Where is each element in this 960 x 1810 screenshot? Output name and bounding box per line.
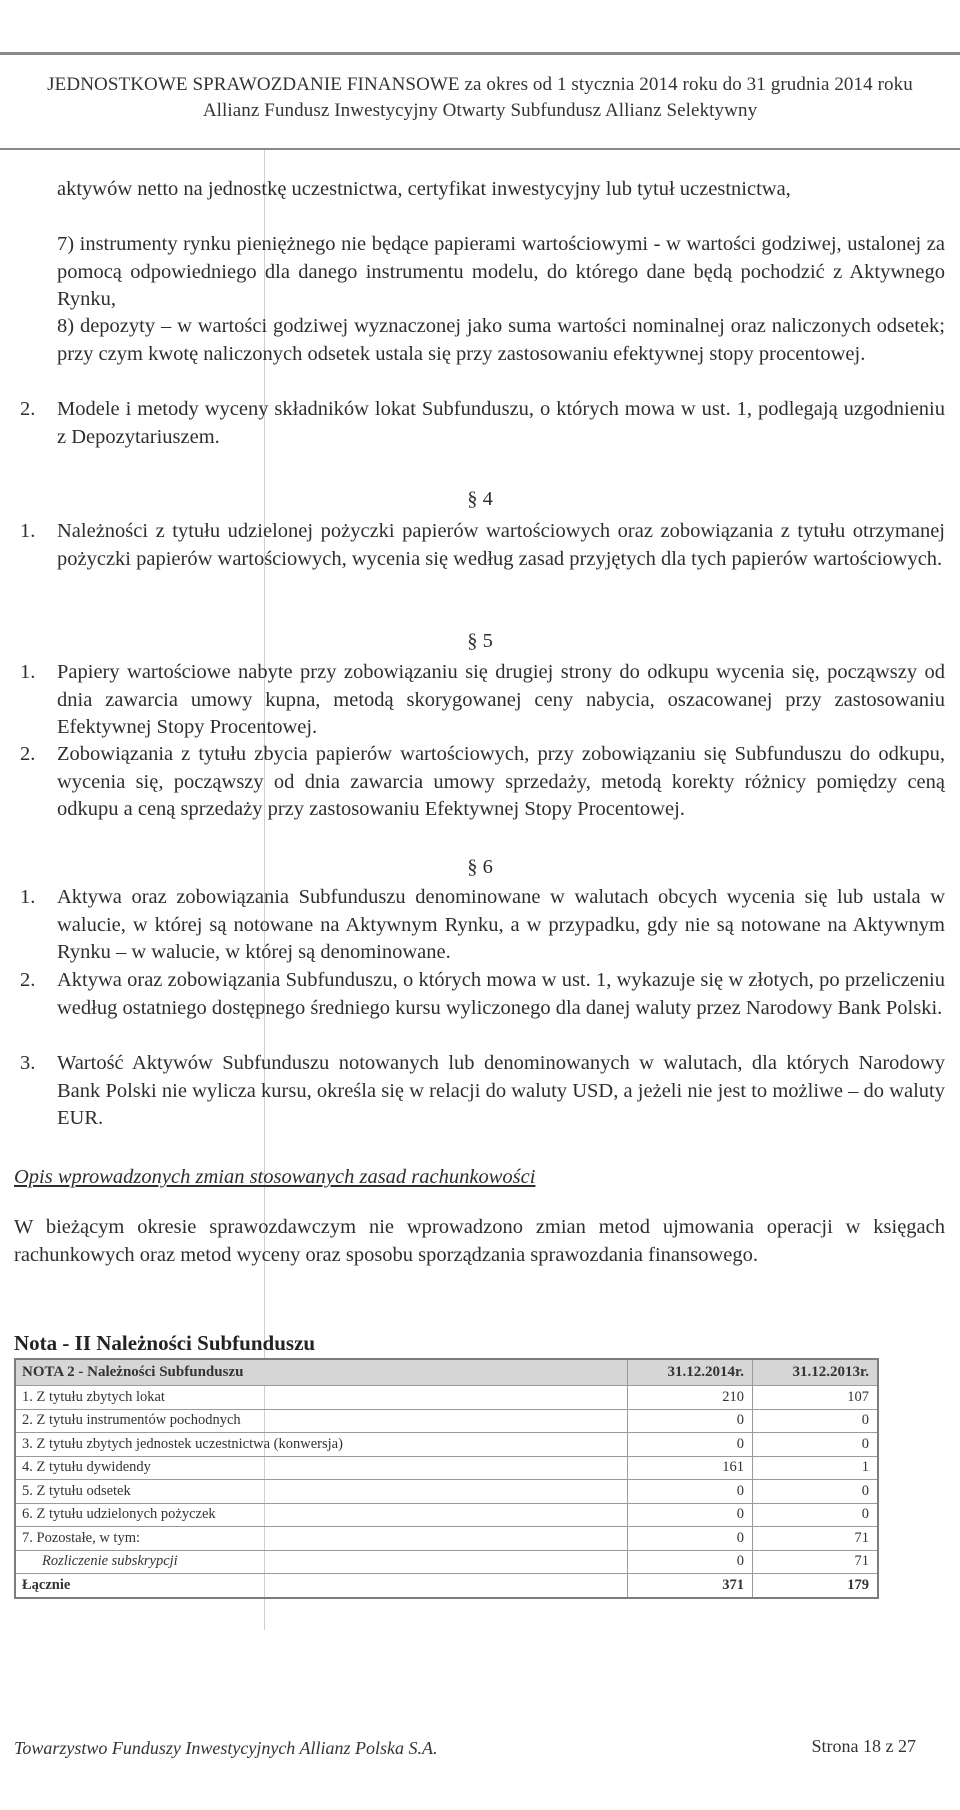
cell-value: 371 <box>628 1574 753 1598</box>
row-label: 6. Z tytułu udzielonych pożyczek <box>15 1503 628 1527</box>
table-row <box>15 1386 878 1410</box>
row-label: 5. Z tytułu odsetek <box>15 1480 628 1504</box>
section-5-paragraph-2: Zobowiązania z tytułu zbycia papierów wartościowych, przy zobowiązaniu się Subfunduszu do odkupu, wycenia się, począwszy od dnia zawarcia umowy sprzedaży, metodą korekty różnicy pomiędzy ceną odkupu a ceną sprzedaży przy zastosowaniu Efektywnej Stopy Procentowej. <box>57 743 945 820</box>
list-item-7: 7) instrumenty rynku pieniężnego nie będące papierami wartościowymi - w wartości godziwej, ustalonej za pomocą odpowiedniego dla danego instrumentu modelu, do którego dane będą pochodzić z Aktywnego Rynku, <box>57 233 945 310</box>
note-title: Nota - II Należności Subfunduszu <box>14 1331 316 1355</box>
paragraph-number: 2. <box>20 969 36 991</box>
receivables-table <box>14 1358 879 1599</box>
table-row <box>15 1503 878 1527</box>
section-6-paragraph-1: Aktywa oraz zobowiązania Subfunduszu denominowane w walutach obcych wycenia się lub ustala w walucie, w której są notowane na Aktywnym Rynku, a w przypadku, gdy nie są notowane na Aktywnym Rynku – w walucie, w której są denominowane. <box>57 886 945 963</box>
column-header: 31.12.2014r. <box>628 1359 753 1386</box>
paragraph-continuation: aktywów netto na jednostkę uczestnictwa, certyfikat inwestycyjny lub tytuł uczestnictwa, <box>57 178 791 200</box>
header-subtitle: Allianz Fundusz Inwestycyjny Otwarty Subfundusz Allianz Selektywny <box>202 100 758 121</box>
section-4-paragraph-1: Należności z tytułu udzielonej pożyczki papierów wartościowych oraz zobowiązania z tytułu otrzymanej pożyczki papierów wartościowych, wycenia się według zasad przyjętych dla tych papierów wartościowych. <box>57 520 945 570</box>
paragraph-number: 2. <box>20 743 36 765</box>
cell-value: 0 <box>753 1503 878 1527</box>
column-header: NOTA 2 - Należności Subfunduszu <box>15 1359 628 1386</box>
cell-value: 0 <box>628 1480 753 1504</box>
table-row <box>15 1456 878 1480</box>
cell-value: 0 <box>628 1550 753 1574</box>
paragraph-number: 3. <box>20 1052 36 1074</box>
cell-value: 107 <box>753 1386 878 1410</box>
column-header: 31.12.2013r. <box>753 1359 878 1386</box>
cell-value: 179 <box>753 1574 878 1598</box>
paragraph-number: 2. <box>20 398 36 420</box>
cell-value: 0 <box>628 1433 753 1457</box>
cell-value: 0 <box>753 1409 878 1433</box>
table-row <box>15 1550 878 1574</box>
row-label: 1. Z tytułu zbytych lokat <box>15 1386 628 1410</box>
cell-value: 0 <box>753 1433 878 1457</box>
header-bottom-rule <box>0 148 960 150</box>
row-label: 2. Z tytułu instrumentów pochodnych <box>15 1409 628 1433</box>
cell-value: 0 <box>753 1480 878 1504</box>
section-5-paragraph-1: Papiery wartościowe nabyte przy zobowiązaniu się drugiej strony do odkupu wycenia się, począwszy od dnia zawarcia umowy kupna, metodą skorygowanej ceny nabycia, oszacowanej przy zastosowaniu Efektywnej Stopy Procentowej. <box>57 661 945 738</box>
paragraph-number: 1. <box>20 520 36 542</box>
cell-value: 0 <box>628 1409 753 1433</box>
cell-value: 1 <box>753 1456 878 1480</box>
cell-value: 210 <box>628 1386 753 1410</box>
paragraph-2: Modele i metody wyceny składników lokat Subfunduszu, o których mowa w ust. 1, podlegają uzgodnieniu z Depozytariuszem. <box>57 398 945 448</box>
cell-value: 71 <box>753 1550 878 1574</box>
table-total-row <box>15 1574 878 1598</box>
table-row <box>15 1480 878 1504</box>
section-heading-6: § 6 <box>467 856 493 878</box>
cell-value: 71 <box>753 1527 878 1551</box>
cell-value: 0 <box>628 1527 753 1551</box>
section-6-paragraph-2: Aktywa oraz zobowiązania Subfunduszu, o których mowa w ust. 1, wykazuje się w złotych, po przeliczeniu według ostatniego dostępnego średniego kursu wyliczonego dla danej waluty przez Narodowy Bank Polski. <box>57 969 945 1019</box>
paragraph-number: 1. <box>20 886 36 908</box>
paragraph-number: 1. <box>20 661 36 683</box>
row-label: 7. Pozostałe, w tym: <box>15 1527 628 1551</box>
row-label: 4. Z tytułu dywidendy <box>15 1456 628 1480</box>
changes-heading: Opis wprowadzonych zmian stosowanych zasad rachunkowości <box>14 1166 536 1188</box>
section-6-paragraph-3: Wartość Aktywów Subfunduszu notowanych lub denominowanych w walutach, dla których Narodowy Bank Polski nie wylicza kursu, określa się w relacji do waluty USD, a jeżeli nie jest to możliwe – do waluty EUR. <box>57 1052 945 1129</box>
table-header-row <box>15 1359 878 1386</box>
cell-value: 161 <box>628 1456 753 1480</box>
footer-company: Towarzystwo Funduszy Inwestycyjnych Allianz Polska S.A. <box>14 1738 438 1758</box>
table-row <box>15 1433 878 1457</box>
cell-value: 0 <box>628 1503 753 1527</box>
changes-paragraph: W bieżącym okresie sprawozdawczym nie wprowadzono zmian metod ujmowania operacji w księgach rachunkowych oraz metod wyceny oraz sposobu sporządzania sprawozdania finansowego. <box>14 1216 945 1266</box>
row-label: 3. Z tytułu zbytych jednostek uczestnictwa (konwersja) <box>15 1433 628 1457</box>
header-top-rule <box>0 52 960 55</box>
section-heading-5: § 5 <box>467 630 493 652</box>
table-row <box>15 1527 878 1551</box>
list-item-8: 8) depozyty – w wartości godziwej wyznaczonej jako suma wartości nominalnej oraz naliczonych odsetek; przy czym kwotę naliczonych odsetek ustala się przy zastosowaniu efektywnej stopy procentowej. <box>57 315 945 365</box>
header-title: JEDNOSTKOWE SPRAWOZDANIE FINANSOWE za okres od 1 stycznia 2014 roku do 31 grudnia 2014 roku <box>47 74 913 95</box>
table-row <box>15 1409 878 1433</box>
section-heading-4: § 4 <box>467 488 493 510</box>
row-label: Łącznie <box>15 1574 628 1598</box>
footer-page-number: Strona 18 z 27 <box>811 1736 916 1756</box>
row-label: Rozliczenie subskrypcji <box>15 1550 628 1574</box>
